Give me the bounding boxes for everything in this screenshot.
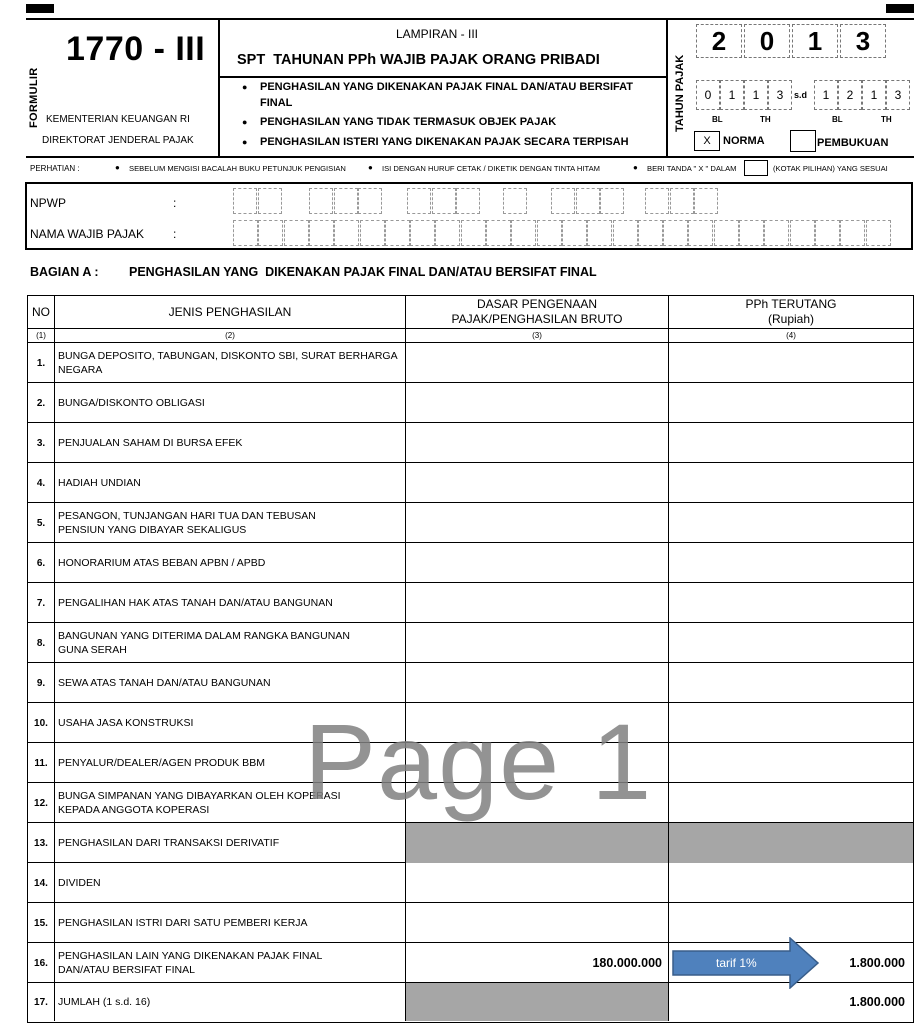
period-start-digit: 3 bbox=[776, 88, 784, 102]
pph-terutang-cell[interactable] bbox=[669, 583, 913, 623]
npwp-digit-cell[interactable] bbox=[670, 188, 694, 214]
nama-char-cell[interactable] bbox=[840, 220, 865, 246]
income-type-line1: PESANGON, TUNJANGAN HARI TUA DAN TEBUSAN bbox=[58, 510, 316, 522]
npwp-digit-cell[interactable] bbox=[694, 188, 718, 214]
corner-mark-left bbox=[26, 4, 54, 13]
npwp-digit-cell[interactable] bbox=[432, 188, 456, 214]
norma-label: NORMA bbox=[723, 135, 765, 147]
tarif-label: tarif 1% bbox=[716, 956, 757, 970]
npwp-digit-cell[interactable] bbox=[600, 188, 624, 214]
nama-char-cell[interactable] bbox=[410, 220, 435, 246]
period-end-digit: 1 bbox=[822, 88, 830, 102]
bl-label-end: BL bbox=[832, 115, 843, 124]
year-digit-box[interactable] bbox=[792, 24, 838, 58]
pph-terutang-cell[interactable]: 1.800.000 bbox=[849, 995, 905, 1009]
dasar-pengenaan-cell bbox=[406, 823, 669, 863]
perhatian-item: (KOTAK PILIHAN) YANG SESUAI bbox=[773, 164, 888, 173]
nama-char-cell[interactable] bbox=[613, 220, 638, 246]
income-type bbox=[55, 983, 406, 1021]
income-type-line2: GUNA SERAH bbox=[58, 644, 127, 656]
dasar-pengenaan-cell[interactable] bbox=[406, 863, 669, 903]
col-header-dasar bbox=[406, 296, 669, 329]
pph-terutang-cell[interactable] bbox=[669, 623, 913, 663]
npwp-digit-cell[interactable] bbox=[233, 188, 257, 214]
income-type-line2: NEGARA bbox=[58, 364, 103, 376]
dasar-pengenaan-cell[interactable] bbox=[406, 543, 669, 583]
norma-checkbox[interactable] bbox=[694, 131, 720, 151]
nama-input[interactable] bbox=[27, 218, 911, 248]
nama-char-cell[interactable] bbox=[714, 220, 739, 246]
col-header-jenis: JENIS PENGHASILAN bbox=[55, 296, 406, 329]
sample-checkbox bbox=[744, 160, 768, 176]
nama-char-cell[interactable] bbox=[537, 220, 562, 246]
corner-mark-right bbox=[886, 4, 914, 13]
col-number: (3) bbox=[406, 329, 669, 343]
form-code: 1770 - III bbox=[66, 30, 206, 68]
nama-label: NAMA WAJIB PAJAK bbox=[30, 227, 145, 241]
income-type-line1: SEWA ATAS TANAH DAN/ATAU BANGUNAN bbox=[58, 677, 271, 689]
pembukuan-checkbox[interactable] bbox=[790, 130, 816, 152]
nama-char-cell[interactable] bbox=[435, 220, 460, 246]
pph-terutang-cell[interactable] bbox=[669, 663, 913, 703]
table-row bbox=[28, 503, 913, 543]
income-type bbox=[55, 663, 406, 703]
formulir-label: FORMULIR bbox=[28, 67, 40, 128]
tarif-arrow bbox=[672, 937, 820, 989]
norma-mark: X bbox=[703, 135, 711, 147]
form-header bbox=[26, 18, 914, 158]
income-type-line1: PENJUALAN SAHAM DI BURSA EFEK bbox=[58, 437, 243, 449]
table-row bbox=[28, 383, 913, 423]
npwp-digit-cell[interactable] bbox=[645, 188, 669, 214]
npwp-digit-cell[interactable] bbox=[334, 188, 358, 214]
row-number: 11. bbox=[28, 743, 55, 783]
tahun-pajak-label: TAHUN PAJAK bbox=[674, 54, 686, 132]
npwp-digit-cell[interactable] bbox=[258, 188, 282, 214]
income-type bbox=[55, 383, 406, 423]
npwp-digit-cell[interactable] bbox=[503, 188, 527, 214]
row-number: 13. bbox=[28, 823, 55, 863]
col-number: (4) bbox=[669, 329, 913, 343]
period-end-box[interactable] bbox=[886, 80, 910, 110]
bullet-final-income-cont: FINAL bbox=[260, 97, 293, 109]
nama-char-cell[interactable] bbox=[815, 220, 840, 246]
income-type-line2: KEPADA ANGGOTA KOPERASI bbox=[58, 804, 210, 816]
perhatian-item: ● BERI TANDA " X " DALAM bbox=[647, 164, 737, 173]
pph-terutang-cell[interactable] bbox=[669, 743, 913, 783]
col-header-no: NO bbox=[28, 296, 55, 329]
income-type-line1: HONORARIUM ATAS BEBAN APBN / APBD bbox=[58, 557, 266, 569]
section-code: BAGIAN A : bbox=[30, 265, 99, 279]
period-end-digit: 1 bbox=[870, 88, 878, 102]
period-end-box[interactable] bbox=[838, 80, 862, 110]
table-row bbox=[28, 343, 913, 383]
income-type bbox=[55, 423, 406, 463]
perhatian-label: PERHATIAN : bbox=[30, 164, 80, 173]
npwp-label: NPWP bbox=[30, 196, 66, 210]
ministry-name: KEMENTERIAN KEUANGAN RI bbox=[46, 114, 190, 125]
income-type-line1: USAHA JASA KONSTRUKSI bbox=[58, 717, 194, 729]
col-number: (1) bbox=[28, 329, 55, 343]
th-label-end: TH bbox=[881, 115, 892, 124]
dasar-pengenaan-cell[interactable] bbox=[406, 463, 669, 503]
nama-char-cell[interactable] bbox=[587, 220, 612, 246]
table-row bbox=[28, 423, 913, 463]
income-type bbox=[55, 823, 406, 863]
dasar-pengenaan-cell bbox=[406, 983, 669, 1021]
bullet-non-object: ● PENGHASILAN YANG TIDAK TERMASUK OBJEK PAJAK bbox=[260, 116, 556, 128]
bullet-final-income: ● PENGHASILAN YANG DIKENAKAN PAJAK FINAL DAN/ATAU BERSIFAT bbox=[260, 81, 633, 93]
page-watermark: Page 1 bbox=[304, 701, 653, 822]
income-type bbox=[55, 463, 406, 503]
npwp-digit-cell[interactable] bbox=[576, 188, 600, 214]
year-digit: 3 bbox=[855, 25, 871, 56]
dasar-pengenaan-cell[interactable] bbox=[406, 583, 669, 623]
nama-char-cell[interactable] bbox=[764, 220, 789, 246]
year-digit-box[interactable] bbox=[840, 24, 886, 58]
income-type-line1: BUNGA DEPOSITO, TABUNGAN, DISKONTO SBI, SURAT BERHARGA bbox=[58, 350, 398, 362]
nama-char-cell[interactable] bbox=[360, 220, 385, 246]
identity-box bbox=[25, 182, 913, 250]
row-number: 16. bbox=[28, 943, 55, 983]
income-table bbox=[27, 295, 914, 1023]
bl-label-start: BL bbox=[712, 115, 723, 124]
income-type-line2: PENSIUN YANG DIBAYAR SEKALIGUS bbox=[58, 524, 247, 536]
period-end-box[interactable] bbox=[862, 80, 886, 110]
income-type-line1: BUNGA SIMPANAN YANG DIBAYARKAN OLEH KOPERASI bbox=[58, 790, 341, 802]
income-type-line1: DIVIDEN bbox=[58, 877, 101, 889]
income-type-line2: DAN/ATAU BERSIFAT FINAL bbox=[58, 964, 195, 976]
income-type bbox=[55, 583, 406, 623]
income-type-line1: BUNGA/DISKONTO OBLIGASI bbox=[58, 397, 205, 409]
row-number: 15. bbox=[28, 903, 55, 943]
col-number: (2) bbox=[55, 329, 406, 343]
nama-char-cell[interactable] bbox=[334, 220, 359, 246]
row-number: 7. bbox=[28, 583, 55, 623]
bullet-wife-income: ● PENGHASILAN ISTERI YANG DIKENAKAN PAJAK SECARA TERPISAH bbox=[260, 136, 629, 148]
pph-terutang-cell[interactable] bbox=[669, 343, 913, 383]
row-number: 6. bbox=[28, 543, 55, 583]
income-type bbox=[55, 343, 406, 383]
period-start-digit: 1 bbox=[752, 88, 760, 102]
income-type-line1: PENGHASILAN ISTRI DARI SATU PEMBERI KERJA bbox=[58, 917, 308, 929]
period-separator: s.d bbox=[794, 90, 808, 100]
col-header-pph-line1: PPh TERUTANG bbox=[745, 297, 837, 311]
pph-terutang-cell[interactable] bbox=[669, 503, 913, 543]
row-number: 12. bbox=[28, 783, 55, 823]
dasar-pengenaan-cell[interactable] bbox=[406, 343, 669, 383]
row-number: 10. bbox=[28, 703, 55, 743]
nama-char-cell[interactable] bbox=[258, 220, 283, 246]
directorate-name: DIREKTORAT JENDERAL PAJAK bbox=[42, 135, 194, 146]
table-row bbox=[28, 863, 913, 903]
dasar-pengenaan-cell[interactable] bbox=[406, 663, 669, 703]
npwp-digit-cell[interactable] bbox=[407, 188, 431, 214]
table-row bbox=[28, 623, 913, 663]
pph-terutang-cell[interactable]: 1.800.000 bbox=[849, 956, 905, 970]
period-start-box[interactable] bbox=[696, 80, 720, 110]
nama-char-cell[interactable] bbox=[562, 220, 587, 246]
form-title: SPT TAHUNAN PPh WAJIB PAJAK ORANG PRIBADI bbox=[237, 52, 600, 68]
income-type bbox=[55, 623, 406, 663]
table-row bbox=[28, 463, 913, 503]
period-end-digit: 3 bbox=[894, 88, 902, 102]
nama-char-cell[interactable] bbox=[461, 220, 486, 246]
period-start-digit: 0 bbox=[704, 88, 712, 102]
year-digit: 1 bbox=[807, 25, 823, 56]
perhatian-item: ● SEBELUM MENGISI BACALAH BUKU PETUNJUK PENGISIAN bbox=[129, 164, 346, 173]
pph-terutang-cell[interactable] bbox=[669, 383, 913, 423]
npwp-digit-cell[interactable] bbox=[456, 188, 480, 214]
income-type-line1: PENGHASILAN DARI TRANSAKSI DERIVATIF bbox=[58, 837, 280, 849]
nama-colon: : bbox=[173, 227, 177, 241]
col-header-dasar-line1: DASAR PENGENAAN bbox=[476, 297, 598, 311]
income-type-line1: PENGHASILAN LAIN YANG DIKENAKAN PAJAK FINAL bbox=[58, 950, 323, 962]
income-type bbox=[55, 903, 406, 943]
table-row bbox=[28, 663, 913, 703]
dasar-pengenaan-cell[interactable] bbox=[406, 423, 669, 463]
dasar-pengenaan-cell[interactable] bbox=[406, 503, 669, 543]
income-type bbox=[55, 863, 406, 903]
income-type bbox=[55, 543, 406, 583]
period-end-digit: 2 bbox=[846, 88, 854, 102]
income-type bbox=[55, 503, 406, 543]
dasar-pengenaan-cell[interactable]: 180.000.000 bbox=[406, 943, 669, 983]
pph-terutang-cell[interactable] bbox=[669, 703, 913, 743]
npwp-digit-cell[interactable] bbox=[551, 188, 575, 214]
col-header-pph bbox=[669, 296, 913, 329]
year-digit: 2 bbox=[711, 25, 727, 56]
row-number: 8. bbox=[28, 623, 55, 663]
income-type bbox=[55, 943, 406, 983]
dasar-pengenaan-cell[interactable] bbox=[406, 383, 669, 423]
nama-char-cell[interactable] bbox=[638, 220, 663, 246]
dasar-pengenaan-cell[interactable] bbox=[406, 903, 669, 943]
nama-char-cell[interactable] bbox=[233, 220, 258, 246]
row-number: 4. bbox=[28, 463, 55, 503]
npwp-digit-cell[interactable] bbox=[309, 188, 333, 214]
period-start-box[interactable] bbox=[768, 80, 792, 110]
period-start-box[interactable] bbox=[720, 80, 744, 110]
pph-terutang-cell[interactable] bbox=[669, 783, 913, 823]
nama-char-cell[interactable] bbox=[688, 220, 713, 246]
row-number: 1. bbox=[28, 343, 55, 383]
table-row bbox=[28, 543, 913, 583]
pph-terutang-cell[interactable] bbox=[669, 863, 913, 903]
nama-char-cell[interactable] bbox=[739, 220, 764, 246]
period-start-digit: 1 bbox=[728, 88, 736, 102]
period-end-box[interactable] bbox=[814, 80, 838, 110]
row-number: 14. bbox=[28, 863, 55, 903]
perhatian-item: ● ISI DENGAN HURUF CETAK / DIKETIK DENGAN TINTA HITAM bbox=[382, 164, 600, 173]
table-row bbox=[28, 823, 913, 863]
income-type-line1: HADIAH UNDIAN bbox=[58, 477, 141, 489]
row-number: 3. bbox=[28, 423, 55, 463]
pph-terutang-cell[interactable] bbox=[669, 543, 913, 583]
pph-terutang-cell[interactable] bbox=[669, 463, 913, 503]
income-type-line1: BANGUNAN YANG DITERIMA DALAM RANGKA BANGUNAN bbox=[58, 630, 350, 642]
income-type-line1: PENYALUR/DEALER/AGEN PRODUK BBM bbox=[58, 757, 265, 769]
nama-char-cell[interactable] bbox=[663, 220, 688, 246]
income-type-line1: JUMLAH (1 s.d. 16) bbox=[58, 996, 151, 1008]
year-digit-box[interactable] bbox=[744, 24, 790, 58]
income-type-line1: PENGALIHAN HAK ATAS TANAH DAN/ATAU BANGUNAN bbox=[58, 597, 333, 609]
row-number: 9. bbox=[28, 663, 55, 703]
nama-char-cell[interactable] bbox=[866, 220, 891, 246]
npwp-colon: : bbox=[173, 196, 177, 210]
nama-char-cell[interactable] bbox=[309, 220, 334, 246]
year-digit-box[interactable] bbox=[696, 24, 742, 58]
pembukuan-label: PEMBUKUAN bbox=[817, 137, 889, 149]
section-title: PENGHASILAN YANG DIKENAKAN PAJAK FINAL DAN/ATAU BERSIFAT FINAL bbox=[129, 265, 597, 279]
row-number: 17. bbox=[28, 983, 55, 1021]
npwp-digit-cell[interactable] bbox=[358, 188, 382, 214]
nama-char-cell[interactable] bbox=[790, 220, 815, 246]
table-row bbox=[28, 583, 913, 623]
nama-char-cell[interactable] bbox=[284, 220, 309, 246]
nama-char-cell[interactable] bbox=[486, 220, 511, 246]
npwp-input[interactable] bbox=[27, 184, 911, 218]
th-label-start: TH bbox=[760, 115, 771, 124]
pph-terutang-cell[interactable] bbox=[669, 423, 913, 463]
row-number: 2. bbox=[28, 383, 55, 423]
row-number: 5. bbox=[28, 503, 55, 543]
nama-char-cell[interactable] bbox=[511, 220, 536, 246]
pph-terutang-cell bbox=[669, 823, 913, 863]
perhatian-bar bbox=[28, 160, 908, 178]
nama-char-cell[interactable] bbox=[385, 220, 410, 246]
period-start-box[interactable] bbox=[744, 80, 768, 110]
year-digit: 0 bbox=[759, 25, 775, 56]
col-header-dasar-line2: PAJAK/PENGHASILAN BRUTO bbox=[451, 312, 623, 326]
lampiran-label: LAMPIRAN - III bbox=[396, 27, 479, 41]
dasar-pengenaan-cell[interactable] bbox=[406, 623, 669, 663]
col-header-pph-line2: (Rupiah) bbox=[767, 312, 815, 326]
